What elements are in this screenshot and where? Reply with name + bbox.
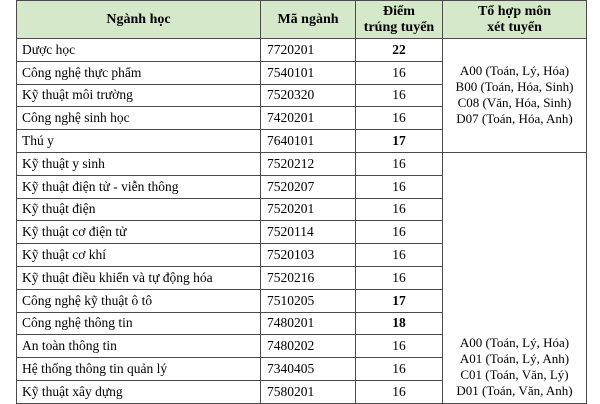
score-cell: 16 [356, 175, 443, 198]
major-code-cell: 7520207 [261, 175, 356, 198]
score-cell: 18 [356, 312, 443, 335]
subject-combination-line: A01 (Toán, Lý, Anh) [459, 350, 570, 366]
score-cell: 16 [356, 152, 443, 175]
major-name-cell: Dược học [17, 39, 261, 62]
header-combo-line2: xét tuyển [487, 19, 542, 35]
admission-score-table [16, 0, 587, 404]
major-code-cell: 7420201 [261, 107, 356, 130]
score-cell: 16 [356, 198, 443, 221]
score-cell: 16 [356, 335, 443, 358]
major-name-cell: Công nghệ thực phẩm [17, 61, 261, 84]
subject-combination-line: B00 (Toán, Hóa, Sinh) [455, 79, 574, 95]
major-name-cell: An toàn thông tin [17, 335, 261, 358]
table-row [17, 39, 587, 62]
header-major: Ngành học [17, 1, 261, 39]
table-body [17, 39, 587, 404]
major-code-cell: 7720201 [261, 39, 356, 62]
score-cell: 17 [356, 130, 443, 153]
major-name-cell: Công nghệ kỹ thuật ô tô [17, 289, 261, 312]
major-code-cell: 7520216 [261, 266, 356, 289]
score-cell: 22 [356, 39, 443, 62]
header-row [17, 1, 587, 39]
subject-combination-line: C01 (Toán, Văn, Lý) [460, 366, 569, 382]
score-cell: 16 [356, 244, 443, 267]
major-name-cell: Kỹ thuật cơ điện tử [17, 221, 261, 244]
subject-combination-line: A00 (Toán, Lý, Hóa) [459, 334, 570, 350]
score-cell: 16 [356, 84, 443, 107]
header-combo [443, 1, 587, 39]
score-cell: 17 [356, 289, 443, 312]
header-score-line2: trúng tuyển [363, 19, 435, 35]
major-code-cell: 7480201 [261, 312, 356, 335]
table-row [17, 152, 587, 175]
major-code-cell: 7520212 [261, 152, 356, 175]
major-name-cell: Thú y [17, 130, 261, 153]
score-cell: 16 [356, 266, 443, 289]
major-name-cell: Công nghệ thông tin [17, 312, 261, 335]
header-score [356, 1, 443, 39]
major-code-cell: 7520103 [261, 244, 356, 267]
major-name-cell: Kỹ thuật y sinh [17, 152, 261, 175]
subject-combination-line: A00 (Toán, Lý, Hóa) [459, 63, 570, 79]
header-code: Mã ngành [261, 1, 356, 39]
score-cell: 16 [356, 221, 443, 244]
major-name-cell: Kỹ thuật điện [17, 198, 261, 221]
subject-combination-cell [443, 39, 587, 153]
major-code-cell: 7640101 [261, 130, 356, 153]
header-combo-line1: Tổ hợp môn [477, 3, 552, 19]
major-code-cell: 7540101 [261, 61, 356, 84]
subject-combination-cell [443, 152, 587, 403]
major-code-cell: 7340405 [261, 358, 356, 381]
major-code-cell: 7520320 [261, 84, 356, 107]
major-code-cell: 7520201 [261, 198, 356, 221]
score-cell: 16 [356, 380, 443, 403]
major-code-cell: 7580201 [261, 380, 356, 403]
major-name-cell: Kỹ thuật cơ khí [17, 244, 261, 267]
header-score-line1: Điểm [383, 3, 415, 19]
score-cell: 16 [356, 107, 443, 130]
major-name-cell: Kỹ thuật điện tử - viễn thông [17, 175, 261, 198]
major-name-cell: Hệ thống thông tin quản lý [17, 358, 261, 381]
major-code-cell: 7480202 [261, 335, 356, 358]
subject-combination-line: D01 (Toán, Văn, Anh) [456, 382, 573, 398]
subject-combination-line: C08 (Văn, Hóa, Sinh) [457, 95, 572, 111]
subject-combination-line: D07 (Toán, Hóa, Anh) [456, 111, 573, 127]
major-name-cell: Kỹ thuật môi trường [17, 84, 261, 107]
major-code-cell: 7510205 [261, 289, 356, 312]
major-name-cell: Kỹ thuật xây dựng [17, 380, 261, 403]
major-name-cell: Kỹ thuật điều khiển và tự động hóa [17, 266, 261, 289]
major-code-cell: 7520114 [261, 221, 356, 244]
score-cell: 16 [356, 61, 443, 84]
major-name-cell: Công nghệ sinh học [17, 107, 261, 130]
score-cell: 16 [356, 358, 443, 381]
